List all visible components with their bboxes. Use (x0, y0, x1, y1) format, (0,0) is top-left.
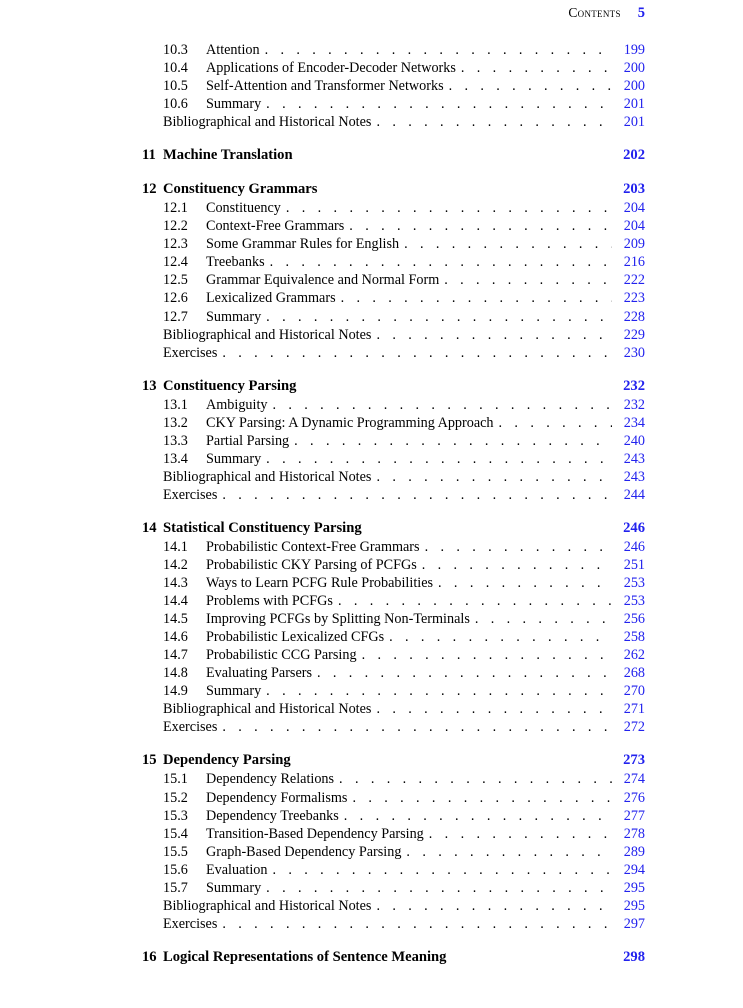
toc-section-entry[interactable] (142, 664, 645, 682)
toc-entry-title[interactable]: Transition-Based Dependency Parsing (206, 825, 424, 842)
toc-entry-page-number[interactable]: 232 (623, 396, 645, 413)
toc-dot-leader (301, 379, 612, 393)
toc-entry-number: 12.2 (163, 218, 188, 235)
toc-dot-leader (389, 630, 612, 644)
toc-entry-number: 13.1 (163, 396, 188, 413)
toc-entry-title[interactable]: Summary (206, 96, 262, 113)
toc-entry-page-number[interactable]: 222 (623, 272, 645, 289)
toc-entry-number: 14.3 (163, 575, 188, 592)
toc-entry-title[interactable]: Attention (206, 42, 260, 58)
toc-entry-number: 14.1 (163, 538, 188, 555)
toc-entry-number: 10.5 (163, 78, 188, 95)
toc-entry-page-number[interactable]: 273 (623, 752, 645, 769)
toc-dot-leader (425, 540, 612, 554)
toc-entry-title[interactable]: Ways to Learn PCFG Rule Probabilities (206, 575, 434, 592)
running-header (142, 5, 645, 22)
toc-entry-number: 14.4 (163, 593, 188, 610)
toc-dot-leader (222, 346, 612, 360)
toc-entry-number: 15 (142, 752, 157, 769)
toc-entry-number: 14.8 (163, 665, 188, 682)
toc-section-entry[interactable] (142, 646, 645, 664)
toc-entry-title[interactable]: Logical Representations of Sentence Meaning (163, 948, 447, 965)
toc-entry-page-number[interactable]: 258 (623, 629, 645, 646)
toc-dot-leader (317, 666, 612, 680)
toc-entry-page-number[interactable]: 200 (623, 78, 645, 95)
toc-section-entry[interactable] (142, 807, 645, 825)
toc-section-entry[interactable] (142, 682, 645, 700)
toc-chapter-entry[interactable] (142, 179, 645, 199)
toc-entry-page-number[interactable]: 199 (623, 42, 645, 58)
toc-entry-page-number[interactable]: 204 (623, 218, 645, 235)
toc-entry-title[interactable]: Bibliographical and Historical Notes (163, 468, 372, 485)
toc-entry-page-number[interactable]: 270 (623, 683, 645, 700)
toc-entry-number: 12.6 (163, 290, 188, 307)
toc-section-entry[interactable] (142, 770, 645, 788)
toc-dot-leader (222, 720, 612, 734)
toc-section-entry[interactable] (142, 199, 645, 217)
toc-entry-page-number[interactable]: 229 (623, 326, 645, 343)
toc-entry-number: 14.7 (163, 647, 188, 664)
toc-entry-number: 10.4 (163, 60, 188, 77)
toc-entry-title[interactable]: Improving PCFGs by Splitting Non-Terminals (206, 611, 470, 628)
toc-entry-page-number[interactable]: 294 (623, 861, 645, 878)
toc-entry-title[interactable]: Bibliographical and Historical Notes (163, 114, 372, 131)
toc-entry-number: 15.1 (163, 771, 188, 788)
toc-entry-page-number[interactable]: 202 (623, 147, 645, 164)
toc-entry-number: 12 (142, 181, 157, 198)
toc-section-entry[interactable] (142, 861, 645, 879)
toc-dot-leader (298, 148, 612, 162)
running-header-page-number: 5 (637, 5, 645, 21)
toc-section-entry[interactable] (142, 95, 645, 113)
toc-dot-leader (270, 255, 612, 269)
toc-dot-leader (266, 97, 612, 111)
toc-section-entry[interactable] (142, 915, 645, 933)
toc-dot-leader (272, 398, 612, 412)
toc-section-entry[interactable] (142, 271, 645, 289)
toc-section-entry[interactable] (142, 486, 645, 504)
toc-dot-leader (376, 470, 612, 484)
toc-entry-title[interactable]: Partial Parsing (206, 432, 290, 449)
toc-entry-page-number[interactable]: 295 (623, 897, 645, 914)
toc-entry-number: 15.7 (163, 879, 188, 896)
toc-entry-page-number[interactable]: 271 (623, 701, 645, 718)
toc-entry-page-number[interactable]: 201 (623, 96, 645, 113)
toc-section-entry[interactable] (142, 628, 645, 646)
toc-dot-leader (286, 201, 612, 215)
toc-entry-number: 15.3 (163, 807, 188, 824)
toc-entry-number: 15.6 (163, 861, 188, 878)
toc-entry-page-number[interactable]: 243 (623, 468, 645, 485)
toc-chapter-entry[interactable] (142, 518, 645, 538)
toc-entry-page-number[interactable]: 272 (623, 719, 645, 736)
toc-entry-number: 12.5 (163, 272, 188, 289)
toc-entry-page-number[interactable]: 251 (623, 556, 645, 573)
toc-section-entry[interactable] (142, 843, 645, 861)
toc-section-entry[interactable] (142, 253, 645, 271)
toc-entry-page-number[interactable]: 295 (623, 879, 645, 896)
toc-section-entry[interactable] (142, 235, 645, 253)
toc-entry-title[interactable]: Lexicalized Grammars (206, 290, 336, 307)
toc-entry-title[interactable]: Grammar Equivalence and Normal Form (206, 272, 440, 289)
toc-entry-title[interactable]: Probabilistic CKY Parsing of PCFGs (206, 556, 417, 573)
toc-entry-number: 12.1 (163, 200, 188, 217)
toc-dot-leader (296, 753, 612, 767)
toc-entry-number: 12.3 (163, 236, 188, 253)
toc-entry-title[interactable]: Context-Free Grammars (206, 218, 345, 235)
toc-entry-title[interactable]: Machine Translation (163, 147, 293, 164)
toc-section-entry[interactable] (142, 825, 645, 843)
toc-entry-number: 14.2 (163, 556, 188, 573)
toc-entry-title[interactable]: Bibliographical and Historical Notes (163, 897, 372, 914)
toc-dot-leader (449, 79, 612, 93)
toc-entry-page-number[interactable]: 204 (623, 200, 645, 217)
toc-entry-number: 15.4 (163, 825, 188, 842)
toc-entry-page-number[interactable]: 244 (623, 486, 645, 503)
toc-entry-number: 10.3 (163, 42, 188, 58)
toc-entry-title[interactable]: Exercises (163, 719, 218, 736)
toc-entry-number: 15.5 (163, 843, 188, 860)
toc-entry-page-number[interactable]: 201 (623, 114, 645, 131)
toc-entry-page-number[interactable]: 278 (623, 825, 645, 842)
toc-section-entry[interactable] (142, 396, 645, 414)
toc-dot-leader (266, 881, 612, 895)
toc-entry-page-number[interactable]: 209 (623, 236, 645, 253)
toc-entry-title[interactable]: Dependency Formalisms (206, 789, 348, 806)
toc-entry-title[interactable]: Exercises (163, 486, 218, 503)
toc-entry-title[interactable]: Evaluating Parsers (206, 665, 312, 682)
toc-section-entry[interactable] (142, 217, 645, 235)
toc-dot-leader (429, 827, 612, 841)
toc-dot-leader (461, 61, 612, 75)
toc-entry-page-number[interactable]: 268 (623, 665, 645, 682)
toc-entry-title[interactable]: Exercises (163, 915, 218, 932)
toc-entry-title[interactable]: Dependency Parsing (163, 752, 291, 769)
toc-section-entry[interactable] (142, 59, 645, 77)
toc-section-entry[interactable] (142, 897, 645, 915)
toc-section-entry[interactable] (142, 326, 645, 344)
toc-entry-title[interactable]: Dependency Treebanks (206, 807, 339, 824)
toc-chapter-entry[interactable] (142, 376, 645, 396)
toc-dot-leader (344, 809, 612, 823)
toc-section-entry[interactable] (142, 879, 645, 897)
toc-dot-leader (362, 648, 612, 662)
toc-entry-number: 13 (142, 377, 157, 394)
toc-dot-leader (404, 237, 612, 251)
toc-entry-title[interactable]: Statistical Constituency Parsing (163, 519, 362, 536)
toc-section-entry[interactable] (142, 77, 645, 95)
toc-dot-leader (339, 772, 612, 786)
toc-dot-leader (376, 899, 612, 913)
toc-entry-title[interactable]: Summary (206, 683, 262, 700)
toc-entry-page-number[interactable]: 256 (623, 611, 645, 628)
toc-entry-title[interactable]: Summary (206, 308, 262, 325)
toc-entry-page-number[interactable]: 274 (623, 771, 645, 788)
toc-section-entry[interactable] (142, 344, 645, 362)
toc-entry-page-number[interactable]: 234 (623, 414, 645, 431)
toc-entry-title[interactable]: Probabilistic Context-Free Grammars (206, 538, 420, 555)
toc-entry-number: 13.4 (163, 450, 188, 467)
toc-section-entry[interactable] (142, 610, 645, 628)
toc-dot-leader (422, 558, 612, 572)
toc-chapter-entry[interactable] (142, 750, 645, 770)
toc-entry-page-number[interactable]: 276 (623, 789, 645, 806)
toc-section-entry[interactable] (142, 289, 645, 307)
toc-entry-title[interactable]: Probabilistic CCG Parsing (206, 647, 357, 664)
toc-entry-number: 13.2 (163, 414, 188, 431)
toc-entry-number: 14.9 (163, 683, 188, 700)
toc-entry-page-number[interactable]: 277 (623, 807, 645, 824)
toc-entry-number: 14.6 (163, 629, 188, 646)
toc-entry-page-number[interactable]: 223 (623, 290, 645, 307)
toc-entry-number: 13.3 (163, 432, 188, 449)
toc-dot-leader (406, 845, 612, 859)
toc-entry-page-number[interactable]: 203 (623, 181, 645, 198)
toc-entry-title[interactable]: Dependency Relations (206, 771, 335, 788)
toc-entry-page-number[interactable]: 262 (623, 647, 645, 664)
toc-dot-leader (475, 612, 612, 626)
toc-entry-page-number[interactable]: 246 (623, 519, 645, 536)
toc-dot-leader (499, 416, 612, 430)
toc-entry-title[interactable]: Bibliographical and Historical Notes (163, 701, 372, 718)
toc-chapter-entry[interactable] (142, 947, 645, 967)
toc-entry-page-number[interactable]: 230 (623, 344, 645, 361)
running-header-label: Contents (568, 5, 621, 20)
toc-section-entry[interactable] (142, 450, 645, 468)
toc-entry-number: 15.2 (163, 789, 188, 806)
toc-entry-title[interactable]: Exercises (163, 344, 218, 361)
toc-dot-leader (266, 452, 612, 466)
toc-entry-title[interactable]: Probabilistic Lexicalized CFGs (206, 629, 385, 646)
table-of-contents-list (0, 41, 743, 967)
toc-section-entry[interactable] (142, 556, 645, 574)
toc-section-entry[interactable] (142, 308, 645, 326)
toc-entry-page-number[interactable]: 243 (623, 450, 645, 467)
toc-dot-leader (338, 594, 612, 608)
toc-dot-leader (222, 917, 612, 931)
toc-section-entry[interactable] (142, 41, 645, 59)
toc-dot-leader (376, 702, 612, 716)
toc-section-entry[interactable] (142, 718, 645, 736)
toc-section-entry[interactable] (142, 468, 645, 486)
toc-entry-page-number[interactable]: 216 (623, 254, 645, 271)
toc-entry-page-number[interactable]: 298 (623, 948, 645, 965)
toc-section-entry[interactable] (142, 592, 645, 610)
toc-dot-leader (444, 273, 612, 287)
toc-entry-number: 11 (142, 147, 156, 164)
toc-dot-leader (376, 115, 612, 129)
toc-entry-page-number[interactable]: 297 (623, 915, 645, 932)
toc-entry-title[interactable]: Evaluation (206, 861, 268, 878)
toc-section-entry[interactable] (142, 432, 645, 450)
toc-dot-leader (222, 488, 612, 502)
toc-dot-leader (266, 310, 612, 324)
toc-entry-title[interactable]: Bibliographical and Historical Notes (163, 326, 372, 343)
toc-entry-number: 14.5 (163, 611, 188, 628)
toc-section-entry[interactable] (142, 574, 645, 592)
toc-entry-page-number[interactable]: 253 (623, 575, 645, 592)
toc-section-entry[interactable] (142, 113, 645, 131)
toc-entry-title[interactable]: Applications of Encoder-Decoder Networks (206, 60, 456, 77)
toc-section-entry[interactable] (142, 789, 645, 807)
toc-entry-title[interactable]: Constituency (206, 200, 281, 217)
toc-dot-leader (349, 219, 612, 233)
toc-entry-title[interactable]: Treebanks (206, 254, 265, 271)
toc-dot-leader (367, 521, 612, 535)
toc-entry-page-number[interactable]: 289 (623, 843, 645, 860)
toc-entry-page-number[interactable]: 232 (623, 377, 645, 394)
toc-entry-title[interactable]: Some Grammar Rules for English (206, 236, 400, 253)
toc-entry-number: 14 (142, 519, 157, 536)
toc-entry-title[interactable]: Constituency Parsing (163, 377, 297, 394)
toc-chapter-entry[interactable] (142, 145, 645, 165)
toc-entry-title[interactable]: Problems with PCFGs (206, 593, 333, 610)
toc-entry-page-number[interactable]: 253 (623, 593, 645, 610)
toc-entry-title[interactable]: Summary (206, 879, 262, 896)
toc-entry-page-number[interactable]: 240 (623, 432, 645, 449)
toc-dot-leader (272, 863, 612, 877)
toc-dot-leader (376, 328, 612, 342)
toc-dot-leader (322, 182, 612, 196)
toc-entry-number: 16 (142, 948, 157, 965)
toc-section-entry[interactable] (142, 700, 645, 718)
toc-entry-title[interactable]: Self-Attention and Transformer Networks (206, 78, 444, 95)
toc-entry-title[interactable]: Constituency Grammars (163, 181, 318, 198)
toc-entry-page-number[interactable]: 228 (623, 308, 645, 325)
toc-dot-leader (451, 950, 612, 964)
toc-dot-leader (438, 576, 612, 590)
toc-dot-leader (341, 291, 612, 305)
toc-section-entry[interactable] (142, 414, 645, 432)
toc-entry-number: 12.4 (163, 254, 188, 271)
toc-entry-page-number[interactable]: 246 (623, 538, 645, 555)
toc-dot-leader (294, 434, 612, 448)
toc-entry-page-number[interactable]: 200 (623, 60, 645, 77)
toc-dot-leader (265, 43, 612, 57)
toc-entry-title[interactable]: CKY Parsing: A Dynamic Programming Approach (206, 414, 494, 431)
toc-entry-title[interactable]: Ambiguity (206, 396, 268, 413)
toc-entry-title[interactable]: Summary (206, 450, 262, 467)
toc-dot-leader (266, 684, 612, 698)
toc-entry-title[interactable]: Graph-Based Dependency Parsing (206, 843, 402, 860)
toc-entry-number: 12.7 (163, 308, 188, 325)
toc-section-entry[interactable] (142, 538, 645, 556)
toc-entry-number: 10.6 (163, 96, 188, 113)
toc-dot-leader (352, 791, 612, 805)
